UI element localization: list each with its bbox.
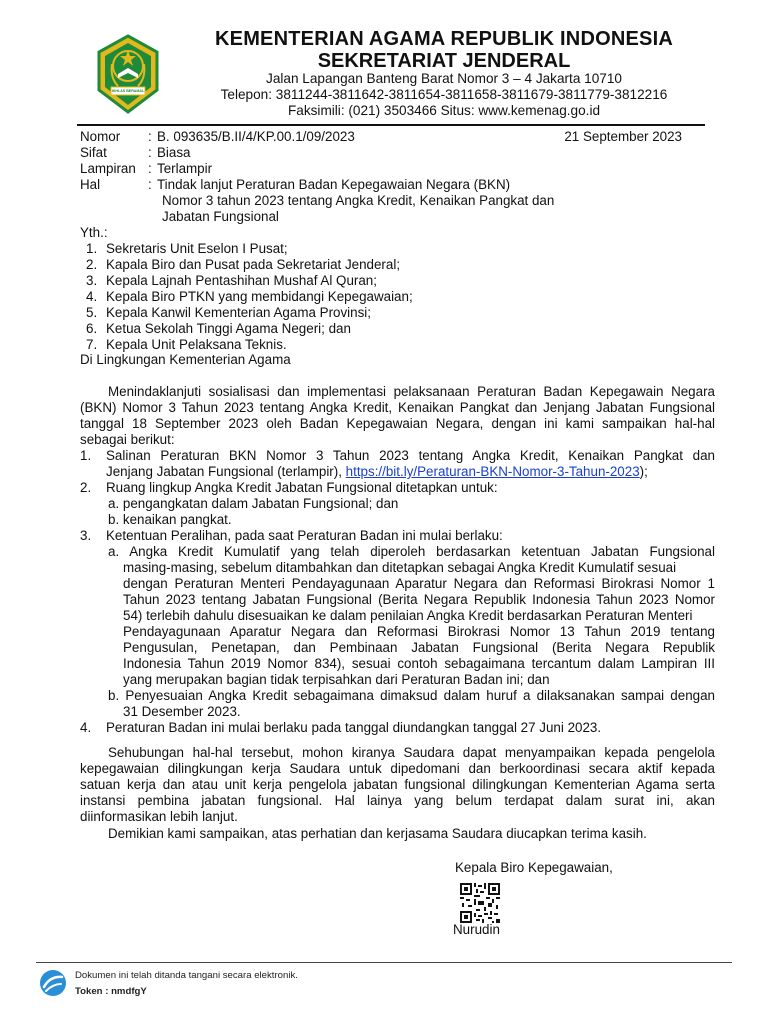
field-value-hal: Tindak lanjut Peraturan Badan Kepegawaian Negara (BKN) <box>157 177 511 192</box>
point3-sub-b: b. Penyesuaian Angka Kredit sebagaimana dimaksud dalam huruf a dilaksanakan sampai dengan <box>108 688 715 703</box>
intro-line: sebagai berikut: <box>80 432 175 447</box>
point-number: 4. <box>80 720 92 735</box>
point1-text: Salinan Peraturan BKN Nomor 3 Tahun 2023 tentang Angka Kredit, Kenaikan Pangkat dan <box>106 448 715 463</box>
recipient-num: 3. <box>86 273 98 288</box>
closing-line: Sehubungan hal-hal tersebut, mohon kiranya Saudara dapat menyampaikan kepada pengelola <box>108 745 715 760</box>
point3-sub-a: a. Angka Kredit Kumulatif yang telah diperoleh berdasarkan ketentuan Jabatan Fungsional <box>108 544 715 559</box>
recipient-num: 5. <box>86 305 98 320</box>
closing-line: kepegawaian dilingkungan kerja Saudara untuk dipedomani dan berkoordinasi secara aktif kepada <box>80 761 715 776</box>
point4-text: Peraturan Badan ini mulai berlaku pada tanggal diundangkan tanggal 27 Juni 2023. <box>106 720 602 735</box>
phone: Telepon: 3811244-3811642-3811654-3811658-3811679-3811779-3812216 <box>220 87 668 102</box>
letter-date: 21 September 2023 <box>564 129 682 144</box>
point3-sub-a-line: Pendayagunaan Aparatur Negara dan Reformasi Birokrasi Nomor 13 Tahun 2019 tentang <box>123 624 715 639</box>
recipient-item: Kepala Biro PTKN yang membidangi Kepegawaian; <box>106 289 413 304</box>
closing-line: diinformasikan lebih lanjut. <box>80 809 238 824</box>
kemenag-logo <box>94 34 162 114</box>
logo-motto: IKHLAS BERAMAL <box>111 89 145 93</box>
point2-text: Ruang lingkup Angka Kredit Jabatan Fungsional ditetapkan untuk: <box>106 480 498 495</box>
signer-name: Nurudin <box>453 922 500 937</box>
esign-note: Dokumen ini telah ditanda tangani secara elektronik. <box>75 970 298 981</box>
address: Jalan Lapangan Banteng Barat Nomor 3 – 4 Jakarta 10710 <box>266 71 622 86</box>
point1-pre: Jenjang Jabatan Fungsional (terlampir), <box>106 464 346 479</box>
point1-post: ); <box>639 464 648 479</box>
yth-label: Yth.: <box>80 225 108 240</box>
field-label-lampiran: Lampiran <box>80 161 136 176</box>
point3-sub-a-line: masing-masing, sebelum ditambahkan dan ditetapkan sebagai Angka Kredit Kumulatif sesuai <box>123 560 677 575</box>
field-label-sifat: Sifat <box>80 145 107 160</box>
footer-divider <box>36 962 732 963</box>
letterhead-divider <box>77 124 705 126</box>
recipient-num: 7. <box>86 337 98 352</box>
signature-qr-code <box>460 883 500 923</box>
ministry-name: KEMENTERIAN AGAMA REPUBLIK INDONESIA <box>215 28 673 50</box>
recipient-item: Kepala Kanwil Kementerian Agama Provinsi; <box>106 305 371 320</box>
point-number: 2. <box>80 480 92 495</box>
recipient-num: 2. <box>86 257 98 272</box>
fax-website: Faksimili: (021) 3503466 Situs: www.kemenag.go.id <box>287 103 601 118</box>
point3-sub-a-line: dengan Peraturan Menteri Pendayagunaan Aparatur Negara dan Reformasi Birokrasi Nomor 1 <box>123 576 715 591</box>
field-value-hal-cont: Jabatan Fungsional <box>162 209 279 224</box>
point-number: 3. <box>80 528 92 543</box>
point3-sub-a-line: 54) terlebih dahulu disesuaikan ke dalam penilaian Angka Kredit berdasarkan Peraturan Menteri <box>123 608 693 623</box>
field-colon: : <box>148 177 152 192</box>
recipient-num: 6. <box>86 321 98 336</box>
bsre-esign-icon <box>38 968 68 998</box>
closing-line: instansi pembina jabatan fungsional. Hal lainya yang belum terdapat dalam surat ini, akan <box>80 793 715 808</box>
signer-title: Kepala Biro Kepegawaian, <box>455 860 613 875</box>
point3-sub-b-cont: 31 Desember 2023. <box>123 704 241 719</box>
point3-sub-a-line: Tahun 2023 tentang Jabatan Fungsional (Berita Negara Republik Indonesia Tahun 2023 Nomor <box>123 592 715 607</box>
recipient-item: Ketua Sekolah Tinggi Agama Negeri; dan <box>106 321 351 336</box>
field-colon: : <box>148 145 152 160</box>
regulation-link[interactable]: https://bit.ly/Peraturan-BKN-Nomor-3-Tahun-2023 <box>345 464 640 479</box>
point2-sub-b: b. kenaikan pangkat. <box>108 512 232 527</box>
recipient-item: Sekretaris Unit Eselon I Pusat; <box>106 241 288 256</box>
closing-thanks: Demikian kami sampaikan, atas perhatian dan kerjasama Saudara diucapkan terima kasih. <box>108 826 647 841</box>
field-label-hal: Hal <box>80 177 101 192</box>
recipient-item: Kapala Biro dan Pusat pada Sekretariat Jenderal; <box>106 257 401 272</box>
point2-sub-a: a. pengangkatan dalam Jabatan Fungsional; dan <box>108 496 399 511</box>
field-colon: : <box>148 161 152 176</box>
point3-sub-a-line: yang merupakan bagian tidak terpisahkan dari Peraturan Badan ini; dan <box>123 672 550 687</box>
recipient-item: Kepala Lajnah Pentashihan Mushaf Al Quran; <box>106 273 377 288</box>
recipient-num: 4. <box>86 289 98 304</box>
field-value-sifat: Biasa <box>157 145 191 160</box>
unit-name: SEKRETARIAT JENDERAL <box>317 50 571 72</box>
recipient-location: Di Lingkungan Kementerian Agama <box>80 352 291 367</box>
field-value-hal-cont: Nomor 3 tahun 2023 tentang Angka Kredit, Kenaikan Pangkat dan <box>162 193 555 208</box>
point3-sub-a-line: Pengusulan, Penetapan, dan Pembinaan Jabatan Fungsional (Berita Negara Republik <box>123 640 715 655</box>
intro-line: (BKN) Nomor 3 Tahun 2023 tentang Angka Kredit, Kenaikan Pangkat dan Jenjang Jabatan Fungsional <box>80 400 715 415</box>
point3-sub-a-line: Indonesia Tahun 2019 Nomor 834), sesuai contoh sebagaimana tercantum dalam Lampiran III <box>123 656 715 671</box>
closing-line: satuan kerja dan atau unit kerja pengelola jabatan fungsional dilingkungan Kementerian Agama serta <box>80 777 715 792</box>
point1-text-cont <box>106 464 715 480</box>
intro-line: tanggal 18 September 2023 oleh Badan Kepegawaian Negara, dengan ini kami sampaikan hal-hal <box>80 416 715 431</box>
field-value-lampiran: Terlampir <box>157 161 213 176</box>
esign-token: Token : nmdfgY <box>75 986 147 997</box>
field-label-nomor: Nomor <box>80 129 121 144</box>
point3-text: Ketentuan Peralihan, pada saat Peraturan Badan ini mulai berlaku: <box>106 528 503 543</box>
intro-line: Menindaklanjuti sosialisasi dan implementasi pelaksanaan Peraturan Badan Kepegawain Negara <box>108 384 715 399</box>
recipient-num: 1. <box>86 241 98 256</box>
field-value-nomor: B. 093635/B.II/4/KP.00.1/09/2023 <box>157 129 355 144</box>
field-colon: : <box>148 129 152 144</box>
recipient-item: Kepala Unit Pelaksana Teknis. <box>106 337 287 352</box>
point-number: 1. <box>80 448 92 463</box>
